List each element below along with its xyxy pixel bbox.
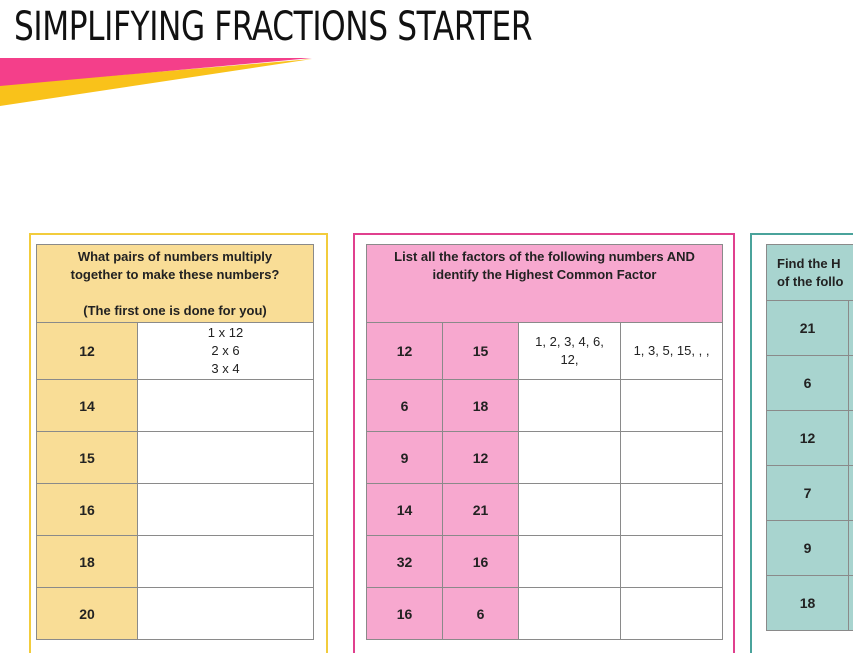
answer-cell[interactable] [621,484,723,536]
answer-cell[interactable] [849,466,853,521]
answer-cell[interactable] [519,380,621,432]
answer-cell[interactable] [849,356,853,411]
answer-cell[interactable] [849,576,853,631]
pairs-instruction [37,245,314,323]
number-cell: 9 [367,432,443,484]
table-row [37,484,314,536]
factor-list-line: 1, 2, 3, 4, 6, [519,333,620,351]
pairs-table [36,244,314,640]
number-cell: 12 [37,323,138,380]
title-banner-stripes [0,56,320,108]
table-row [767,466,853,521]
instruction-line: Find the H [777,255,853,273]
answer-cell[interactable] [621,536,723,588]
answer-cell[interactable] [849,521,853,576]
number-cell: 18 [37,536,138,588]
number-cell: 16 [367,588,443,640]
number-cell: 21 [443,484,519,536]
answer-cell[interactable] [519,536,621,588]
slide-title: SIMPLIFYING FRACTIONS STARTER [14,4,532,50]
instruction-line: of the follo [777,273,853,291]
answer-cell[interactable] [138,588,314,640]
table-row [767,521,853,576]
example-pairs-cell [138,323,314,380]
number-cell: 15 [37,432,138,484]
answer-cell[interactable] [621,432,723,484]
table-header-row [367,245,723,323]
number-cell: 9 [767,521,849,576]
number-cell: 12 [443,432,519,484]
table-row [367,432,723,484]
table-row [37,432,314,484]
answer-cell[interactable] [849,301,853,356]
number-cell: 7 [767,466,849,521]
table-row [367,380,723,432]
instruction-line: together to make these numbers? [41,266,309,284]
answer-cell[interactable] [849,411,853,466]
pair-text: 1 x 12 [138,324,313,342]
table-row [367,536,723,588]
number-cell: 18 [443,380,519,432]
answer-cell[interactable] [138,432,314,484]
worksheet-factors-hcf [353,233,735,653]
table-row [37,588,314,640]
number-cell: 14 [367,484,443,536]
number-cell: 14 [37,380,138,432]
number-cell: 12 [367,323,443,380]
instruction-line: identify the Highest Common Factor [371,266,718,284]
number-cell: 15 [443,323,519,380]
answer-cell[interactable] [519,484,621,536]
table-header-row [37,245,314,323]
instruction-line: What pairs of numbers multiply [41,248,309,266]
table-row [37,323,314,380]
table-row [367,323,723,380]
number-cell: 16 [37,484,138,536]
hcf-instruction [767,245,853,301]
factors-table [366,244,723,640]
number-cell: 6 [367,380,443,432]
worksheet-hcf-partial [750,233,853,653]
table-row [367,484,723,536]
factor-list-cell: 1, 3, 5, 15, , , [621,323,723,380]
answer-cell[interactable] [519,432,621,484]
hcf-table [766,244,853,631]
table-row [37,380,314,432]
table-row [767,301,853,356]
instruction-note: (The first one is done for you) [41,302,309,320]
table-header-row [767,245,853,301]
answer-cell[interactable] [621,588,723,640]
factor-list-cell [519,323,621,380]
answer-cell[interactable] [138,380,314,432]
factor-list-line: 12, [519,351,620,369]
table-row [767,411,853,466]
table-row [767,356,853,411]
answer-cell[interactable] [519,588,621,640]
answer-cell[interactable] [138,484,314,536]
number-cell: 32 [367,536,443,588]
number-cell: 18 [767,576,849,631]
number-cell: 20 [37,588,138,640]
instruction-line: List all the factors of the following numbers AND [371,248,718,266]
number-cell: 6 [767,356,849,411]
table-row [367,588,723,640]
worksheet-multiplication-pairs [29,233,328,653]
answer-cell[interactable] [621,380,723,432]
number-cell: 6 [443,588,519,640]
answer-cell[interactable] [138,536,314,588]
table-row [37,536,314,588]
table-row [767,576,853,631]
number-cell: 12 [767,411,849,466]
number-cell: 16 [443,536,519,588]
number-cell: 21 [767,301,849,356]
factors-instruction [367,245,723,323]
pair-text: 3 x 4 [138,360,313,378]
pair-text: 2 x 6 [138,342,313,360]
